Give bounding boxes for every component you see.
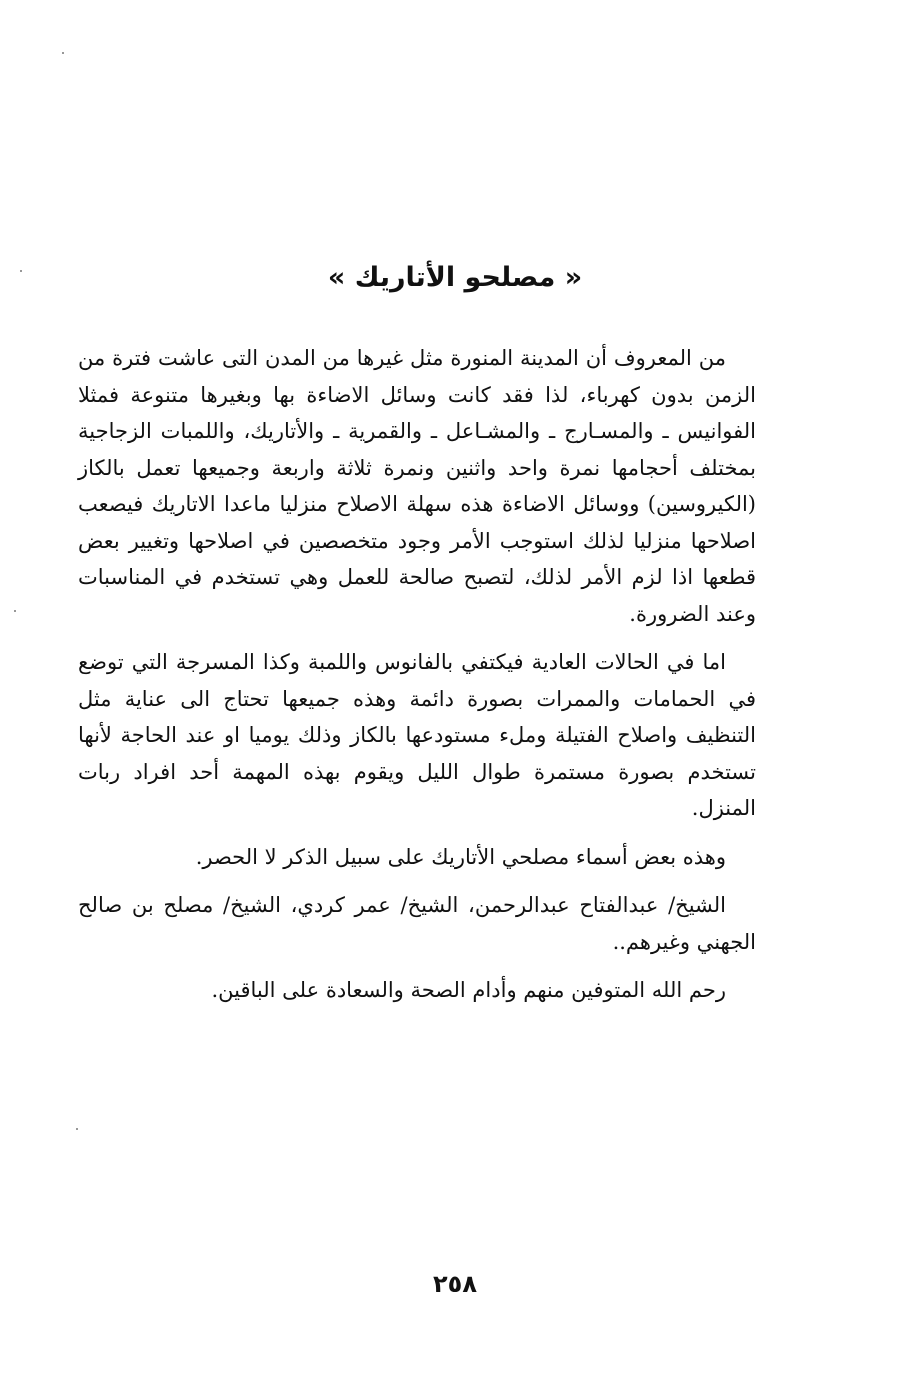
paragraph-prayer: رحم الله المتوفين منهم وأدام الصحة والسعادة على الباقين. — [211, 978, 726, 1002]
paragraph-names-intro: وهذه بعض أسماء مصلحي الأتاريك على سبيل الذكر لا الحصر. — [195, 844, 726, 869]
scan-speck — [20, 270, 22, 272]
scan-speck — [76, 1128, 78, 1130]
scan-speck — [14, 610, 16, 612]
page-number: ٢٥٨ — [433, 1270, 477, 1298]
body-text — [78, 340, 756, 1021]
section-title: « مصلحو الأتاريك » — [327, 262, 583, 293]
paragraph-intro: من المعروف أن المدينة المنورة مثل غيرها من المدن التى عاشت فترة من الزمن بدون كهرباء، لذا فقد كانت وسائل الاضاءة بها وبغيرها متنوعة فمثلا الفوانيس ـ والمسـارج ـ والمشـاعل ـ والقمرية ـ والأتاريك، واللمبات الزجاجية بمختلف أحجامها نمرة واحد واثنين ونمرة ثلاثة واربعة وجميعها تعمل بالكاز (الكيروسين) ووسائل الاضاءة هذه سهلة الاصلاح منزليا ماعدا الاتاريك فيصعب اصلاحها منزليا لذلك استوجب الأمر وجود متخصصين في اصلاحها وتغيير بعض قطعها اذا لزم الأمر لذلك، لتصبح صالحة للعمل وهي تستخدم في المناسبات وعند الضرورة. — [78, 346, 756, 626]
paragraph-ordinary-cases: اما في الحالات العادية فيكتفي بالفانوس واللمبة وكذا المسرجة التي توضع في الحمامات والممرات بصورة دائمة وهذه جميعها تحتاج الى عناية مثل التنظيف واصلاح الفتيلة وملء مستودعها بالكاز وذلك يوميا او عند الحاجة لأنها تستخدم بصورة مستمرة طوال الليل ويقوم بهذه المهمة أحد افراد ربات المنزل. — [78, 650, 756, 820]
scan-speck — [62, 52, 64, 54]
paragraph-names-list: الشيخ/ عبدالفتاح عبدالرحمن، الشيخ/ عمر كردي، الشيخ/ مصلح بن صالح الجهني وغيرهم.. — [78, 893, 756, 954]
